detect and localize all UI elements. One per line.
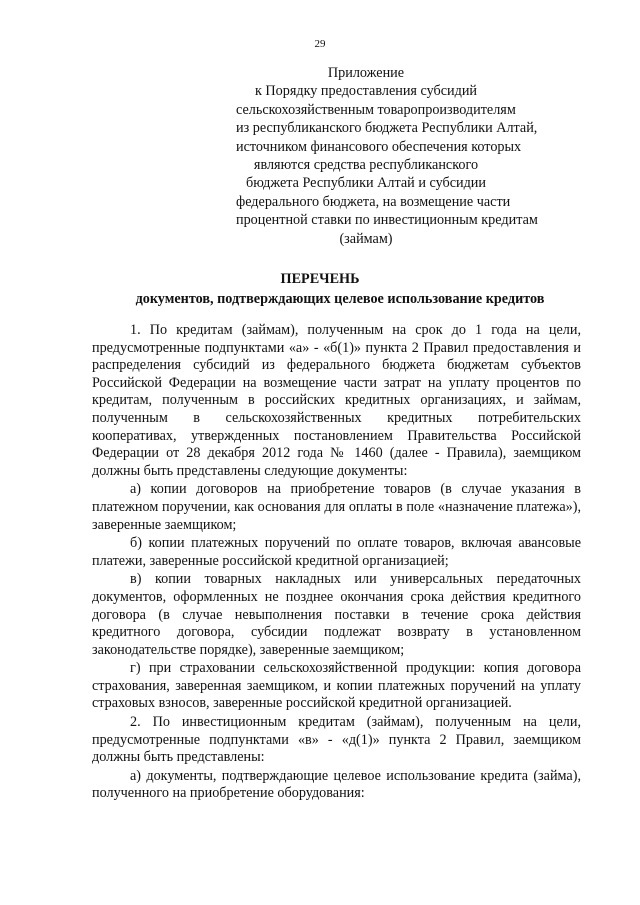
appendix-line: к Порядку предоставления субсидий	[254, 83, 478, 100]
paragraph-2a: а) документы, подтверждающие целевое использование кредита (займа), полученного на приобретение оборудования:	[92, 767, 581, 802]
paragraph-1v: в) копии товарных накладных или универсальных передаточных документов, оформленных не позднее окончания срока действия кредитного договора (в случае невыполнения поставки в течение срока действия кредитного договора, субсидии подлежат возврату в установленном законодательстве порядке), заверенные заемщиком;	[92, 571, 581, 658]
appendix-line: процентной ставки по инвестиционным кредитам	[236, 212, 538, 229]
paragraph-2: 2. По инвестиционным кредитам (займам), полученным на цели, предусмотренные подпунктами «в» - «д(1)» пункта 2 Правил, заемщиком должны быть представлены:	[92, 714, 581, 766]
page-number: 29	[314, 38, 326, 50]
appendix-line: сельскохозяйственным товаропроизводителям	[236, 101, 516, 118]
paragraph-1: 1. По кредитам (займам), полученным на срок до 1 года на цели, предусмотренные подпунктами «а» - «б(1)» пункта 2 Правил предоставления и распределения субсидий из федерального бюджета бюджетам субъектов Российской Федерации на возмещение части затрат на уплату процентов по кредитам, полученным в российских кредитных организациях, и займам, полученным в сельскохозяйственных кредитных потребительских кооперативах, утвержденных постановлением Правительства Российской Федерации от 28 декабря 2012 года № 1460 (далее - Правила), заемщиком должны быть представлены следующие документы:	[92, 322, 581, 479]
paragraph-1g: г) при страховании сельскохозяйственной продукции: копия договора страхования, заверенная заемщиком, и копии платежных поручений на уплату страховых взносов, заверенные российской кредитной организацией.	[92, 660, 581, 712]
paragraph-1a: а) копии договоров на приобретение товаров (в случае указания в платежном поручении, как основания для оплаты в поле «назначение платежа»), заверенные заемщиком;	[92, 481, 581, 533]
appendix-line: Приложение	[327, 65, 405, 81]
document-subtitle: документов, подтверждающих целевое использование кредитов	[135, 291, 545, 307]
appendix-header	[236, 64, 538, 248]
appendix-line: (займам)	[339, 230, 393, 247]
appendix-line: бюджета Республики Алтай и субсидии	[246, 175, 486, 192]
appendix-line: из республиканского бюджета Республики Алтай,	[236, 120, 538, 137]
appendix-line: являются средства республиканского	[253, 157, 479, 174]
paragraph-1b: б) копии платежных поручений по оплате товаров, включая авансовые платежи, заверенные российской кредитной организацией;	[92, 535, 581, 569]
document-title: ПЕРЕЧЕНЬ	[280, 271, 360, 287]
appendix-line: источником финансового обеспечения которых	[236, 138, 522, 155]
appendix-line: федерального бюджета, на возмещение части	[236, 193, 511, 210]
document-body	[92, 322, 581, 803]
